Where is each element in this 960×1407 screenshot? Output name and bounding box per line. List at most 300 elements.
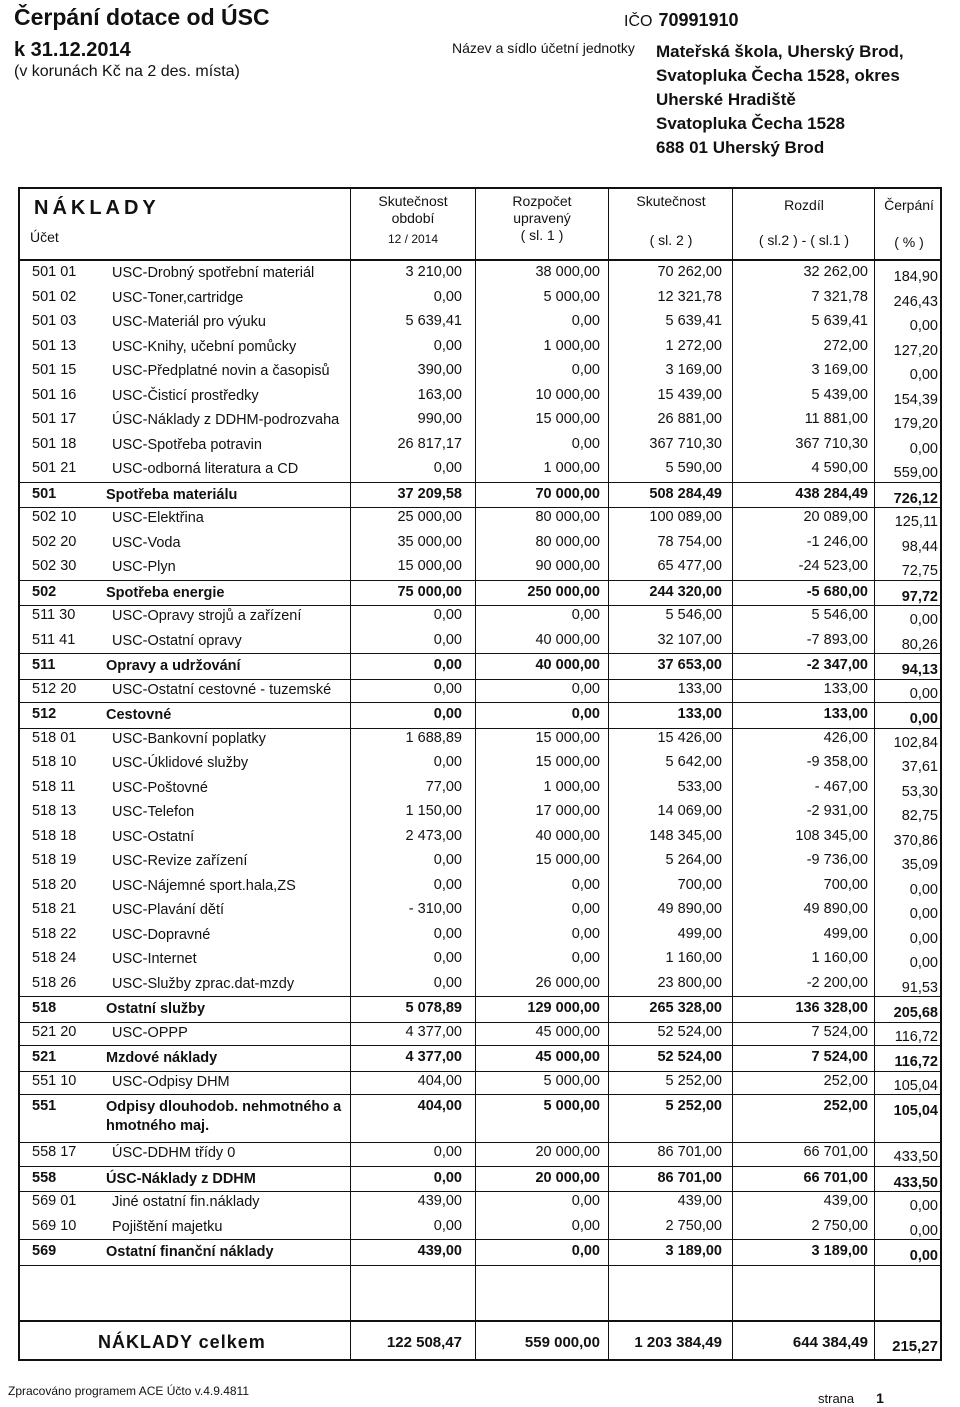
table-row [20,506,940,531]
item-name-cell: Spotřeba energie [106,584,225,601]
budget-cell: 0,00 [571,925,600,942]
difference-cell: 438 284,49 [795,485,868,502]
account-cell: 558 [32,1169,57,1186]
difference-cell: -2 200,00 [806,974,868,991]
difference-cell: -9 358,00 [806,754,868,770]
budget-cell: 250 000,00 [527,583,600,600]
draw-percent-cell: 127,20 [893,342,938,359]
difference-cell: 426,00 [823,729,868,746]
header-text: ( sl. 1 ) [520,227,564,243]
actual-cell: 100 089,00 [649,509,722,525]
actual-period-cell: 75 000,00 [397,583,462,600]
budget-cell: 38 000,00 [535,264,600,280]
item-name-cell: USC-Čisticí prostředky [112,387,259,404]
table-row [20,310,940,335]
header-text: 12 / 2014 [387,232,439,246]
entity-line: Uherské Hradiště [656,90,796,109]
account-cell: 569 01 [32,1193,77,1209]
table-row [20,433,940,458]
account-cell: 518 11 [32,778,76,795]
actual-cell: 15 426,00 [657,729,722,746]
item-name-cell: Ostatní finanční náklady [106,1244,274,1260]
account-cell: 512 [32,706,57,722]
actual-period-cell: 0,00 [433,337,462,354]
item-name-cell: USC-Odpisy DHM [112,1073,230,1090]
item-name-cell: USC-Bankovní poplatky [112,730,266,747]
account-header: Účet [30,229,59,245]
budget-cell: 17 000,00 [535,803,600,819]
report-date: k 31.12.2014 [14,39,131,61]
draw-percent-cell: 35,09 [901,857,938,873]
difference-cell: 7 524,00 [811,1049,868,1065]
page-number: 1 [876,1390,884,1406]
difference-cell: 3 189,00 [811,1243,868,1259]
total-actual: 1 203 384,49 [634,1334,722,1351]
actual-cell: 70 262,00 [657,264,722,280]
account-cell: 501 13 [32,337,77,354]
actual-cell: 700,00 [677,876,722,893]
item-name-cell: Jiné ostatní fin.náklady [112,1194,260,1210]
item-name-cell: USC-Úklidové služby [112,755,249,771]
item-name-cell: USC-Knihy, učební pomůcky [112,338,297,355]
difference-cell: 1 160,00 [811,950,868,966]
actual-cell: 32 107,00 [657,631,722,648]
budget-cell: 5 000,00 [543,1072,600,1089]
item-name-cell: USC-Spotřeba potravin [112,436,262,453]
actual-period-cell: 390,00 [417,362,462,378]
table-header [20,189,940,261]
account-cell: 512 20 [32,680,77,697]
actual-period-cell: 35 000,00 [397,533,462,550]
actual-cell: 2 750,00 [665,1217,722,1234]
budget-cell: 10 000,00 [535,386,600,403]
item-name-cell: USC-Služby zprac.dat-mzdy [112,975,295,992]
item-name-cell: Odpisy dlouhodob. nehmotného a hmotného maj. [106,1099,342,1134]
account-cell: 502 10 [32,509,77,525]
budget-cell: 1 000,00 [543,460,600,476]
difference-cell: 439,00 [823,1193,868,1209]
budget-cell: 0,00 [571,1193,600,1209]
account-cell: 518 18 [32,827,77,844]
item-name-cell: USC-OPPP [112,1024,188,1041]
actual-period-cell: 0,00 [433,680,462,697]
draw-percent-cell: 0,00 [909,711,938,727]
actual-period-cell: 1 688,89 [405,729,462,746]
report-header [14,4,270,82]
account-cell: 501 15 [32,362,77,378]
budget-cell: 0,00 [571,706,600,722]
actual-period-cell: 0,00 [433,1217,462,1234]
total-actual-period: 122 508,47 [386,1334,462,1351]
difference-cell: 2 750,00 [811,1217,868,1234]
difference-cell: 66 701,00 [803,1144,868,1160]
actual-cell: 3 169,00 [665,362,722,378]
account-cell: 511 30 [32,607,76,623]
account-cell: 501 18 [32,435,77,452]
draw-percent-cell: 726,12 [893,490,938,507]
header-text: Skutečnost [636,193,706,209]
account-cell: 518 26 [32,974,77,991]
actual-period-cell: 0,00 [433,876,462,893]
table-row [20,1021,940,1046]
actual-period-cell: 0,00 [433,925,462,942]
table-row [20,1070,940,1095]
draw-percent-cell: 98,44 [901,538,938,555]
header-text: ( sl. 2 ) [649,232,693,248]
table-row [20,1215,940,1240]
budget-cell: 70 000,00 [535,485,600,502]
table-row [20,286,940,311]
draw-percent-cell: 105,04 [893,1103,938,1119]
draw-percent-cell: 246,43 [893,293,938,310]
budget-cell: 40 000,00 [535,657,600,673]
actual-cell: 65 477,00 [657,558,722,574]
actual-period-cell: 0,00 [433,460,462,476]
actual-cell: 52 524,00 [657,1023,722,1040]
account-cell: 501 01 [32,264,77,280]
budget-cell: 45 000,00 [535,1023,600,1040]
actual-period-cell: 4 377,00 [405,1049,462,1065]
ico-label: IČO [624,13,653,30]
entity-name-label: Název a sídlo účetní jednotky [452,40,635,56]
actual-period-cell: 77,00 [425,778,462,795]
budget-cell: 15 000,00 [535,411,600,427]
table-row [20,898,940,923]
total-draw-percent: 215,27 [892,1338,938,1355]
draw-percent-cell: 559,00 [893,465,938,481]
difference-cell: 700,00 [823,876,868,893]
actual-cell: 499,00 [677,925,722,942]
budget-cell: 15 000,00 [535,754,600,770]
actual-period-cell: 439,00 [417,1193,462,1209]
actual-cell: 5 252,00 [665,1098,722,1114]
subtotal-row [20,1094,940,1143]
actual-cell: 5 264,00 [665,852,722,868]
entity-line: Mateřská škola, Uherský Brod, [656,42,904,61]
total-difference: 644 384,49 [792,1334,868,1351]
total-budget: 559 000,00 [524,1334,600,1351]
draw-percent-cell: 80,26 [901,636,938,653]
subtotal-row [20,1166,940,1193]
actual-period-cell: 0,00 [433,706,462,722]
actual-cell: 5 590,00 [665,460,722,476]
subtotal-row [20,580,940,607]
item-name-cell: ÚSC-Náklady z DDHM [106,1170,256,1187]
draw-percent-cell: 72,75 [901,563,938,579]
draw-percent-cell: 125,11 [894,514,938,530]
account-cell: 518 01 [32,729,77,746]
difference-cell: 252,00 [823,1072,868,1089]
item-name-cell: USC-Elektřina [112,510,204,526]
item-name-cell: Cestovné [106,707,172,723]
actual-cell: 23 800,00 [657,974,722,991]
entity-line: Svatopluka Čecha 1528 [656,114,845,133]
table-row [20,1190,940,1215]
actual-period-cell: 25 000,00 [397,509,462,525]
page-label: strana [818,1391,855,1406]
account-cell: 501 03 [32,313,77,329]
entity-address [656,40,904,160]
program-note: Zpracováno programem ACE Účto v.4.9.4811 [8,1384,250,1398]
draw-percent-cell: 53,30 [901,783,938,800]
draw-percent-cell: 0,00 [909,881,938,898]
table-row [20,408,940,433]
draw-percent-cell: 184,90 [893,269,938,285]
actual-period-cell: - 310,00 [408,901,462,917]
account-cell: 511 41 [32,631,76,648]
account-cell: 518 13 [32,803,77,819]
item-name-cell: USC-Internet [112,951,197,967]
difference-cell: -1 246,00 [806,533,868,550]
difference-cell: 367 710,30 [795,435,868,452]
header-text: upravený [513,210,571,226]
actual-cell: 49 890,00 [657,901,722,917]
budget-cell: 26 000,00 [535,974,600,991]
difference-cell: 32 262,00 [803,264,868,280]
account-cell: 518 21 [32,901,77,917]
table-row [20,359,940,384]
budget-cell: 80 000,00 [535,509,600,525]
account-cell: 521 [32,1049,57,1065]
table-row [20,825,940,850]
actual-period-cell: 0,00 [433,607,462,623]
table-row [20,384,940,409]
draw-percent-cell: 116,72 [894,1028,938,1045]
difference-cell: -2 931,00 [806,803,868,819]
actual-period-cell: 0,00 [433,1144,462,1160]
table-row [20,947,940,972]
budget-cell: 0,00 [571,950,600,966]
account-cell: 501 [32,485,57,502]
table-row [20,727,940,752]
col-difference-header [734,197,874,249]
account-cell: 518 19 [32,852,77,868]
table-row [20,335,940,360]
difference-cell: 108 345,00 [795,827,868,844]
item-name-cell: USC-Toner,cartridge [112,289,244,306]
draw-percent-cell: 116,72 [894,1054,938,1070]
entity-line: 688 01 Uherský Brod [656,138,825,157]
item-name-cell: Opravy a udržování [106,658,241,674]
difference-cell: 5 546,00 [811,607,868,623]
budget-cell: 15 000,00 [535,729,600,746]
table-row [20,800,940,825]
header-text: Rozdíl [784,197,824,213]
actual-cell: 1 272,00 [665,337,722,354]
subtotal-row [20,482,940,509]
difference-cell: 136 328,00 [795,1000,868,1016]
ico-value: 70991910 [658,10,739,30]
actual-cell: 244 320,00 [649,583,722,600]
budget-cell: 0,00 [571,680,600,697]
budget-cell: 40 000,00 [535,827,600,844]
budget-cell: 0,00 [571,607,600,623]
draw-percent-cell: 0,00 [909,1248,938,1264]
budget-cell: 0,00 [571,1243,600,1259]
budget-cell: 15 000,00 [535,852,600,868]
total-label: NÁKLADY celkem [98,1332,266,1352]
table-row [20,678,940,703]
budget-cell: 90 000,00 [535,558,600,574]
account-cell: 521 20 [32,1023,77,1040]
actual-period-cell: 0,00 [433,657,462,673]
account-cell: 551 [32,1098,57,1114]
header-text: Skutečnost [378,193,448,209]
actual-period-cell: 2 473,00 [405,827,462,844]
account-cell: 518 [32,1000,57,1016]
difference-cell: 4 590,00 [811,460,868,476]
actual-period-cell: 0,00 [433,1169,462,1186]
draw-percent-cell: 94,13 [901,662,938,678]
header-text: Čerpání [884,197,934,213]
draw-percent-cell: 97,72 [901,588,938,605]
draw-percent-cell: 0,00 [909,1222,938,1239]
budget-cell: 1 000,00 [543,337,600,354]
actual-period-cell: 990,00 [417,411,462,427]
total-row [20,1320,940,1363]
draw-percent-cell: 433,50 [893,1174,938,1191]
actual-period-cell: 0,00 [433,950,462,966]
actual-period-cell: 3 210,00 [405,264,462,280]
subtotal-row [20,702,940,729]
actual-cell: 367 710,30 [649,435,722,452]
account-cell: 501 17 [32,411,77,427]
actual-cell: 5 252,00 [665,1072,722,1089]
actual-period-cell: 15 000,00 [397,558,462,574]
actual-period-cell: 0,00 [433,288,462,305]
budget-cell: 5 000,00 [543,288,600,305]
table-row [20,531,940,556]
ico-block [624,10,739,31]
budget-cell: 0,00 [571,435,600,452]
actual-cell: 5 639,41 [665,313,722,329]
draw-percent-cell: 433,50 [893,1149,938,1165]
draw-percent-cell: 0,00 [909,685,938,702]
difference-cell: -9 736,00 [806,852,868,868]
header-text: ( sl.2 ) - ( sl.1 ) [758,232,850,248]
subtotal-row [20,653,940,680]
budget-cell: 80 000,00 [535,533,600,550]
actual-cell: 533,00 [677,778,722,795]
col-actual-period-header [352,193,474,248]
difference-cell: 3 169,00 [811,362,868,378]
item-name-cell: USC-Opravy strojů a zařízení [112,608,302,624]
difference-cell: -24 523,00 [798,558,868,574]
budget-cell: 20 000,00 [535,1144,600,1160]
draw-percent-cell: 102,84 [893,734,938,751]
actual-cell: 37 653,00 [657,657,722,673]
actual-period-cell: 37 209,58 [397,485,462,502]
difference-cell: 20 089,00 [803,509,868,525]
actual-period-cell: 1 150,00 [405,803,462,819]
actual-cell: 133,00 [677,680,722,697]
actual-period-cell: 0,00 [433,754,462,770]
table-row [20,629,940,654]
actual-cell: 5 642,00 [665,754,722,770]
actual-cell: 148 345,00 [649,827,722,844]
costs-table [18,187,942,1361]
item-name-cell: USC-Drobný spotřební materiál [112,265,315,281]
item-name-cell: ÚSC-DDHM třídy 0 [112,1145,236,1161]
difference-cell: 11 881,00 [804,411,868,427]
report-title: Čerpání dotace od ÚSC [14,4,270,30]
actual-cell: 86 701,00 [657,1144,722,1160]
difference-cell: 49 890,00 [803,901,868,917]
account-cell: 511 [32,657,56,673]
item-name-cell: USC-Nájemné sport.hala,ZS [112,877,296,894]
difference-cell: 499,00 [823,925,868,942]
account-cell: 501 16 [32,386,77,403]
actual-cell: 86 701,00 [657,1169,722,1186]
actual-cell: 5 546,00 [665,607,722,623]
page-indicator [818,1390,884,1406]
draw-percent-cell: 0,00 [909,1198,938,1214]
difference-cell: 7 321,78 [811,288,868,305]
item-name-cell: USC-odborná literatura a CD [112,461,299,477]
budget-cell: 1 000,00 [543,778,600,795]
account-cell: 569 10 [32,1217,77,1234]
budget-cell: 0,00 [571,876,600,893]
account-cell: 502 20 [32,533,77,550]
table-row [20,751,940,776]
item-name-cell: USC-Materiál pro výuku [112,314,266,330]
budget-cell: 5 000,00 [543,1098,600,1114]
item-name-cell: USC-Ostatní [112,828,195,845]
account-cell: 502 [32,583,57,600]
item-name-cell: Pojištění majetku [112,1218,223,1235]
entity-line: Svatopluka Čecha 1528, okres [656,66,900,85]
item-name-cell: USC-Revize zařízení [112,853,248,869]
item-name-cell: USC-Plavání dětí [112,902,225,918]
difference-cell: -2 347,00 [806,657,868,673]
subtotal-row [20,996,940,1023]
actual-cell: 439,00 [677,1193,722,1209]
account-cell: 518 10 [32,754,77,770]
difference-cell: 252,00 [823,1098,868,1114]
item-name-cell: Spotřeba materiálu [106,486,238,503]
actual-cell: 3 189,00 [665,1243,722,1259]
draw-percent-cell: 37,61 [901,759,938,775]
item-name-cell: USC-Předplatné novin a časopisů [112,363,330,379]
budget-cell: 40 000,00 [535,631,600,648]
actual-period-cell: 5 639,41 [405,313,462,329]
col-budget-header [477,193,607,244]
header-text: Rozpočet [512,193,572,209]
draw-percent-cell: 0,00 [909,318,938,334]
draw-percent-cell: 105,04 [893,1077,938,1094]
item-name-cell: ÚSC-Náklady z DDHM-podrozvaha [112,412,340,428]
header-text: období [391,210,435,226]
actual-period-cell: 0,00 [433,631,462,648]
item-name-cell: USC-Poštovné [112,779,208,796]
account-cell: 558 17 [32,1144,77,1160]
item-name-cell: Ostatní služby [106,1001,206,1017]
actual-cell: 14 069,00 [657,803,722,819]
difference-cell: 66 701,00 [803,1169,868,1186]
subtotal-row [20,1239,940,1266]
account-cell: 551 10 [32,1072,77,1089]
item-name-cell: USC-Ostatní opravy [112,632,242,649]
table-row [20,776,940,801]
difference-cell: 5 439,00 [811,386,868,403]
account-cell: 502 30 [32,558,77,574]
actual-cell: 1 160,00 [665,950,722,966]
draw-percent-cell: 370,86 [893,832,938,849]
draw-percent-cell: 154,39 [893,391,938,408]
account-cell: 518 22 [32,925,77,942]
account-cell: 501 21 [32,460,77,476]
draw-percent-cell: 179,20 [893,416,938,432]
